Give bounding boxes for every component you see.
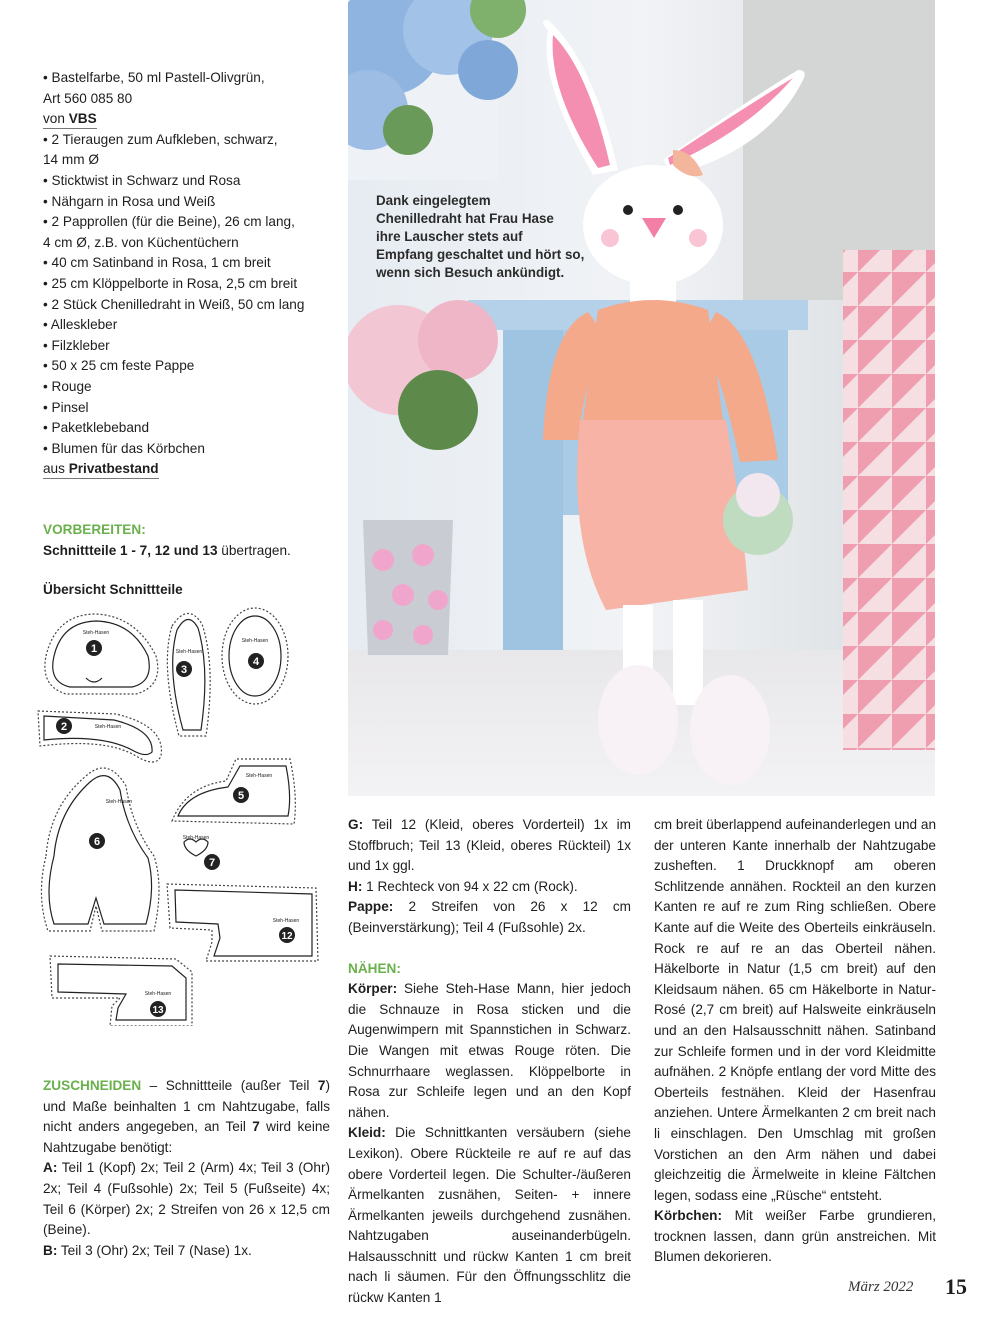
cutting-heading: ZUSCHNEIDEN: [43, 1078, 142, 1093]
page-number: 15: [945, 1274, 967, 1299]
fabric-text: Teil 3 (Ohr) 2x; Teil 7 (Nase) 1x.: [57, 1242, 252, 1258]
pattern-pieces-diagram: [36, 606, 336, 1026]
material-item: • Paketklebeband: [43, 420, 150, 436]
material-item: 4 cm Ø, z.B. von Küchentüchern: [43, 234, 239, 250]
fabric-text: 2 Streifen von 26 x 12 cm (Beinverstärkung); Teil 4 (Fußsohle) 2x.: [348, 899, 631, 935]
cutting-part-ref: 7: [317, 1078, 326, 1093]
material-item: • 2 Papprollen (für die Beine), 26 cm lang,: [43, 214, 295, 230]
caption-line: wenn sich Besuch ankündigt.: [376, 265, 565, 280]
materials-list: [43, 68, 333, 480]
piece-number: 5: [237, 790, 245, 802]
cutting-a: [43, 1158, 330, 1240]
cutting-pappe: [348, 897, 631, 938]
supplier-name: VBS: [68, 111, 97, 127]
cutting-h: [348, 877, 631, 898]
piece-number: 1: [90, 643, 98, 655]
dress-bodice: [583, 300, 723, 420]
sewing-body: [348, 979, 631, 1123]
fabric-label: B:: [43, 1242, 58, 1258]
fabric-text: Teil 12 (Kleid, oberes Vorderteil) 1x im Stoffbruch; Teil 13 (Kleid, oberes Rückteil) 1x und 1x ggl.: [348, 817, 631, 874]
sewing-heading: NÄHEN:: [348, 960, 401, 976]
pattern-piece-5: [172, 759, 295, 824]
piece-label: Steh-Hasen: [182, 835, 210, 841]
piece-number: 12: [281, 931, 293, 942]
supplier-name: Privatbestand: [68, 461, 159, 477]
piece-number: 2: [60, 721, 68, 733]
photo-illustration: [348, 0, 935, 796]
material-item: • Rouge: [43, 378, 92, 394]
step-text: Mit weißer Farbe grundieren, trocknen lassen, dann grün anstreichen. Mit Blumen dekorieren.: [654, 1208, 936, 1265]
fabric-text: Teil 1 (Kopf) 2x; Teil 2 (Arm) 4x; Teil 3 (Ohr) 2x; Teil 4 (Fußsohle) 2x; Teil 5 (Fußseite) 4x; Teil 6 (Körper) 2x; 2 Streifen von 26 x 12,5 cm (Beine).: [43, 1160, 330, 1238]
cutting-section: [43, 1076, 330, 1261]
material-line: • Bastelfarbe, 50 ml Pastell-Olivgrün,: [43, 70, 265, 85]
piece-label: Steh-Hasen: [175, 649, 203, 655]
piece-number: 4: [252, 656, 260, 668]
caption-line: Chenilledraht hat Frau Hase: [376, 211, 554, 226]
material-item: • Alleskleber: [43, 317, 118, 333]
step-label: Körper:: [348, 981, 398, 997]
piece-label: Steh-Hasen: [94, 724, 122, 730]
supplier-prefix: aus: [43, 461, 69, 477]
cutting-text: ) und Maße beinhalten 1 cm Nahtzugabe, falls nicht anders angegeben, an Teil: [43, 1078, 330, 1135]
right-column: [654, 815, 936, 1268]
piece-label: Steh-Hasen: [105, 799, 133, 805]
pink-blanket: [843, 250, 935, 750]
pattern-overview-heading: Übersicht Schnittteile: [43, 582, 183, 597]
fabric-text: 1 Rechteck von 94 x 22 cm (Rock).: [362, 878, 578, 894]
material-item: • 50 x 25 cm feste Pappe: [43, 358, 195, 374]
cutting-b: [43, 1241, 330, 1262]
prepare-heading: VORBEREITEN:: [43, 522, 146, 537]
material-item: • Blumen für das Körbchen: [43, 440, 205, 456]
fabric-label: G:: [348, 817, 364, 832]
photo-caption: [376, 192, 584, 282]
middle-column: [348, 815, 631, 1309]
dress-skirt: [577, 420, 748, 610]
material-item: • 2 Stück Chenilledraht in Weiß, 50 cm lang: [43, 296, 305, 312]
material-item: • Pinsel: [43, 399, 89, 415]
foot-right: [690, 675, 770, 785]
pattern-piece-1: [45, 614, 158, 694]
piece-label: Steh-Hasen: [241, 638, 269, 644]
material-item: 14 mm Ø: [43, 152, 99, 168]
fabric-label: H:: [348, 878, 363, 894]
piece-label: Steh-Hasen: [82, 630, 110, 636]
material-item: • 25 cm Klöppelborte in Rosa, 2,5 cm breit: [43, 275, 298, 291]
supplier-privatbestand: [43, 459, 333, 480]
piece-number: 13: [152, 1005, 164, 1016]
pattern-piece-2: [38, 711, 161, 762]
fabric-label: A:: [43, 1160, 58, 1176]
piece-label: Steh-Hasen: [144, 991, 172, 997]
piece-number: 3: [180, 664, 188, 676]
foot-left: [598, 665, 678, 775]
prepare-parts: Schnittteile 1 - 7, 12 und 13: [43, 542, 218, 558]
sewing-dress-continued: cm breit überlappend aufeinanderlegen und an der unteren Kante innerhalb der Nahtzugabe zusheften. 1 Druckknopf am oberen Schlitzende annähen. Rockteil an den kurzen Kanten re auf re zum Ring schließen. Obere Kante auf die Weite des Oberteils einkräuseln. Rock re auf re an das Oberteil nähen. Häkelborte in Natur (1,5 cm breit) auf den Kleidsaum nähen. 65 cm Häkelborte in Natur-Rosé (2,7 cm breit) auf Halsweite einkräuseln und an den Halsausschnitt nähen. Satinband zur Schleife formen und in der vord Kleidmitte aufnähen. 2 Knöpfe entlang der vord Mitte des Oberteils festnähen. Kleid der Hasenfrau anziehen. Untere Ärmelkanten 2 cm breit nach li einschlagen. Den Umschlag mit großen Vorstichen an den Arm nähen und dabei gleichzeitig die Ärmelweite in kleine Fältchen legen, sodass eine „Rüsche“ entsteht.: [654, 817, 936, 1203]
piece-number: 6: [93, 836, 101, 848]
supplier-prefix: von: [43, 111, 69, 127]
caption-line: Empfang geschaltet und hört so,: [376, 247, 585, 262]
step-text: Die Schnittkanten versäubern (siehe Lexikon). Obere Rückteile re auf re auf das obere Vorderteil legen. Die Schulter-/äußeren Ärmelkanten zusnähen, Seiten- + innere Ärmelkanten jeweils durchgehend zusnähen. Nahtzugaben auseinanderbügeln. Halsausschnitt und rückw Kanten 1 cm breit nach li säumen. Für den Öffnungsschlitz die rückw Kanten 1: [348, 1125, 631, 1306]
step-text: Siehe Steh-Hase Mann, hier jedoch die Schnauze in Rosa sticken und die Augenwimpern mit Spannstichen in Schwarz. Die Wangen mit etwas Rouge röten. Die Schnurrhaare weglassen. Klöppelborte in Rosa zur Schleife legen und an den Kopf nähen.: [348, 981, 631, 1120]
piece-number: 7: [208, 857, 216, 869]
piece-label: Steh-Hasen: [272, 918, 300, 924]
material-item: • 40 cm Satinband in Rosa, 1 cm breit: [43, 255, 271, 271]
cutting-text: wird keine Nahtzugabe benötigt:: [43, 1119, 330, 1155]
fabric-label: Pappe:: [348, 899, 394, 915]
material-line: Art 560 085 80: [43, 90, 133, 106]
prepare-section: [43, 520, 333, 561]
material-item: • Nähgarn in Rosa und Weiß: [43, 193, 216, 209]
cutting-intro: [43, 1076, 330, 1158]
cutting-g: [348, 815, 631, 877]
material-item: • Filzkleber: [43, 337, 110, 353]
flowers: [736, 473, 780, 517]
step-label: Kleid:: [348, 1125, 386, 1141]
cutting-text: – Schnittteile (außer Teil: [141, 1078, 318, 1093]
issue-date: März 2022: [848, 1279, 914, 1295]
prepare-rest: übertragen.: [217, 542, 291, 558]
material-item: • 2 Tieraugen zum Aufkleben, schwarz,: [43, 131, 278, 147]
caption-line: ihre Lauscher stets auf: [376, 229, 523, 244]
caption-line: Dank eingelegtem: [376, 193, 491, 208]
pattern-piece-6: [41, 768, 159, 931]
bunny-photo: [348, 0, 935, 796]
prepare-text: [43, 541, 333, 562]
sewing-dress: [348, 1123, 631, 1308]
step-label: Körbchen:: [654, 1208, 722, 1224]
piece-label: Steh-Hasen: [245, 773, 273, 779]
sewing-basket: [654, 1206, 936, 1268]
supplier-vbs: [43, 109, 333, 130]
pattern-piece-7: [184, 839, 208, 856]
cutting-part-ref: 7: [252, 1119, 260, 1135]
material-item: • Sticktwist in Schwarz und Rosa: [43, 172, 241, 188]
